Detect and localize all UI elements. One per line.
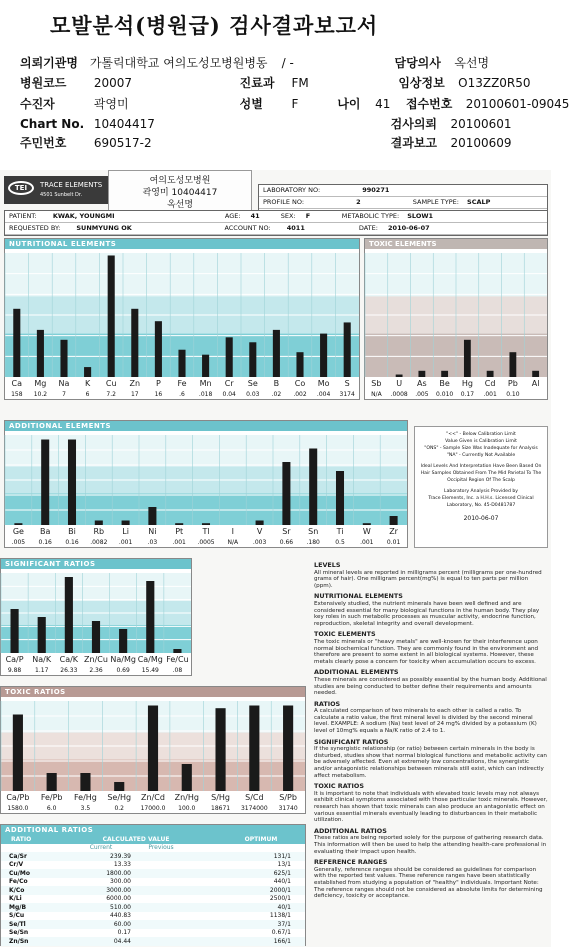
bar-sn (309, 449, 317, 526)
value-receipt-no: 20100601-09045 (465, 97, 569, 111)
category-label: Ti (336, 527, 344, 536)
value-label: .0005 (197, 539, 215, 546)
nutritional-chart (5, 249, 359, 399)
ratio-value: 510.00 (110, 903, 131, 911)
category-label: Al (531, 379, 540, 388)
ratio-value: 3000.00 (106, 886, 131, 894)
ratio-name: K/Li (9, 895, 22, 903)
bar-zn (131, 309, 138, 377)
patient-name: KWAK, YOUNGMI (52, 212, 115, 220)
value-label: 18671 (211, 805, 231, 812)
label-patient: 수진자 (20, 97, 55, 111)
value-label: 0.17 (460, 391, 475, 398)
report-date: 2010-06-07 (388, 224, 430, 232)
label-sex: 성별 (239, 97, 263, 111)
report-title: 모발분석(병원급) 검사결과보고서 (50, 13, 379, 38)
lab-number: 990271 (362, 186, 390, 194)
explanation-heading: TOXIC ELEMENTS (314, 630, 376, 639)
bar-mn (202, 355, 209, 377)
bar-ti (336, 471, 344, 525)
bar-al (532, 371, 539, 377)
ratio-value: 239.39 (110, 852, 131, 860)
profile-number: 2 (356, 198, 361, 206)
category-label: V (256, 527, 263, 536)
bar-zn-hg (182, 764, 192, 791)
value-label: 0.66 (279, 539, 294, 546)
ratio-value: 0.17 (117, 929, 131, 937)
category-label: Fe/Cu (166, 655, 189, 664)
value-label: 1.17 (35, 667, 49, 674)
value-label: 15.49 (141, 667, 159, 674)
value-resident-no: 690517-2 (93, 136, 152, 150)
value-label: .002 (293, 391, 307, 398)
add-ratio-row (1, 920, 305, 929)
explanation-heading: TOXIC RATIOS (314, 782, 364, 791)
value-label: 0.01 (386, 539, 401, 546)
explanation-heading: ADDITIONAL ELEMENTS (314, 668, 399, 677)
value-label: .003 (252, 539, 267, 546)
ratio-name: S/Cu (9, 912, 25, 920)
bar-s-hg (215, 708, 225, 791)
bar-se-hg (114, 782, 124, 791)
header-row-4 (20, 115, 512, 132)
bar-ca-pb (13, 715, 23, 792)
bar-ca-mg (146, 581, 154, 653)
value-label: 31740 (278, 805, 298, 812)
significant-ratios-panel (0, 558, 192, 676)
add-ratio-row (1, 869, 305, 878)
explanation-body: These minerals are considered as possibly essential by the human body. Additional studies are being conducted to better define their requirements and amounts needed. (314, 676, 547, 697)
value-label: .0082 (90, 539, 108, 546)
category-label: Na (58, 379, 70, 388)
category-label: Hg (461, 379, 473, 388)
stamp-line-2: 곽영미 10404417 (142, 188, 218, 198)
explanation-heading: RATIOS (314, 699, 341, 708)
significant-ratios-title: SIGNIFICANT RATIOS (1, 559, 191, 569)
bar-pb (509, 352, 516, 377)
label-department: 진료과 (239, 76, 275, 90)
category-label: Rb (93, 527, 105, 536)
value-label: 0.03 (246, 391, 260, 398)
lab-name: TRACE ELEMENTS (40, 181, 103, 189)
explanation-heading: NUTRITIONAL ELEMENTS (314, 592, 403, 601)
bar-na-mg (119, 629, 127, 653)
ratio-name: Zn/Sn (9, 937, 29, 945)
toxic-ratios-chart (1, 697, 305, 813)
category-label: Ca/K (59, 655, 79, 664)
ratio-value: 13.33 (113, 861, 131, 869)
bar-fe-hg (80, 773, 90, 791)
stamp-line-3: 옥선명 (166, 200, 194, 210)
category-label: Mg (34, 379, 47, 388)
add-ratios-header: RATIO CALCULATED VALUE OPTIMUM (1, 835, 305, 844)
value-doctor: 옥선명 (454, 56, 490, 70)
bar-be (441, 371, 448, 377)
value-label: 3174000 (240, 805, 268, 812)
value-label: .08 (172, 667, 183, 674)
additional-panel (4, 420, 408, 548)
ratio-optimum: 1138/1 (269, 912, 291, 920)
bar-li (122, 521, 130, 526)
bar-zn-cd (148, 706, 158, 792)
value-request-date: 20100601 (450, 117, 512, 131)
explanation-body: It is important to note that individuals with elevated toxic levels may not always exhibit clinical symptoms associated with those particular toxic minerals. However, research has shown that toxic minerals can also produce an antagonistic effect on various essential minerals eventually leading to disturbances in their metabolic utilization. (314, 790, 548, 824)
category-label: Mn (199, 379, 212, 388)
value-label: 100.0 (178, 805, 196, 812)
lab-address: 4501 Sunbelt Dr. (40, 192, 83, 198)
value-label: .001 (360, 539, 374, 546)
explanation-body: If the synergistic relationship (or ratio) between certain minerals in the body is disturbed, studies show that normal biological functions and metabolic activity can be adversely affected. Even at extremely low concentrations, the synergistic and/or antagonistic relationships between minerals still exist, which can indirectly affect metabolism. (314, 746, 547, 779)
label-clinical-info: 임상정보 (398, 76, 445, 90)
ratio-value: 300.00 (110, 878, 131, 886)
nutritional-panel (4, 238, 360, 400)
value-label: 26.33 (60, 667, 78, 674)
bar-as (418, 371, 425, 377)
additional-chart (5, 431, 407, 547)
value-label: .001 (172, 539, 186, 546)
add-ratio-row (1, 861, 305, 870)
bar-na (60, 340, 67, 377)
value-label: 158 (11, 391, 23, 398)
value-label: 0.04 (222, 391, 236, 398)
value-label: N/A (371, 391, 382, 398)
category-label: Cd (484, 379, 496, 388)
toxic-ratios-title: TOXIC RATIOS (1, 687, 305, 697)
bar-p (155, 321, 162, 377)
category-label: Zn (129, 379, 141, 388)
ratio-name: Mg/B (9, 903, 27, 911)
ratio-name: K/Co (9, 886, 25, 894)
value-label: 6.0 (46, 805, 57, 812)
category-label: Ba (40, 527, 51, 536)
explanation-text (314, 558, 548, 946)
label-result-date: 결과보고 (390, 136, 438, 150)
category-label: As (417, 379, 427, 388)
value-label: 0.69 (116, 667, 130, 674)
bar-ca-k (65, 577, 73, 653)
category-label: Fe/Pb (40, 793, 63, 802)
explanation-heading: REFERENCE RANGES (314, 858, 388, 867)
value-label: 1580.0 (7, 805, 29, 812)
add-ratio-row (1, 937, 305, 946)
value-result-date: 20100609 (450, 136, 512, 150)
lab-logo-icon: TEI (8, 181, 34, 195)
ratio-optimum: 2500/1 (269, 895, 291, 903)
patient-age: 41 (250, 212, 260, 220)
explanation-heading: ADDITIONAL RATIOS (314, 826, 387, 835)
value-institution: 가톨릭대학교 여의도성모병원병동 (89, 56, 268, 70)
category-label: Bi (68, 527, 76, 536)
value-label: .005 (415, 391, 429, 398)
bar-s (344, 322, 351, 377)
value-label: 3174 (339, 391, 355, 398)
lab-info-box: LABORATORY NO: 990271 PROFILE NO: 2 SAMPLE TYPE: SCALP (258, 184, 548, 220)
bar-ba (41, 440, 49, 526)
header-row-1 (20, 54, 489, 71)
ratio-optimum: 440/1 (273, 878, 291, 886)
ratio-name: Cr/V (9, 861, 24, 869)
category-label: S/Hg (211, 793, 230, 802)
additional-ratios-title: ADDITIONAL RATIOS (1, 825, 305, 835)
category-label: Fe/Hg (74, 793, 97, 802)
ratio-optimum: 13/1 (277, 861, 291, 869)
value-label: 10.2 (33, 391, 48, 398)
significant-ratios-chart (1, 569, 191, 675)
value-label: 0.10 (506, 391, 520, 398)
value-label: 6 (85, 391, 90, 398)
ratio-optimum: 37/1 (277, 920, 291, 928)
bar-ge (14, 523, 22, 525)
explanation-body: Generally, reference ranges should be considered as guidelines for comparison with the reported test values. These reference ranges have been statistically established from studying a population of "healthy" individuals. Important Note: The reference ranges should not be considered as absolute limits for determining deficiency, toxicity or acceptance. (314, 866, 543, 900)
value-label: 0.010 (436, 391, 454, 398)
bar-cu (108, 255, 115, 377)
category-label: Ge (12, 527, 24, 536)
bar-na-k (38, 617, 46, 653)
ratio-value: 60.00 (113, 920, 131, 928)
additional-title: ADDITIONAL ELEMENTS (5, 421, 407, 431)
value-label: 9.88 (7, 667, 22, 674)
ratio-optimum: 166/1 (273, 937, 291, 945)
value-label: 17 (130, 391, 139, 398)
label-chart-no: Chart No. (20, 117, 85, 131)
value-ward: / - (281, 56, 294, 70)
legend-date: 2010-06-07 (463, 515, 499, 522)
category-label: S (344, 379, 350, 388)
additional-ratios-panel (0, 824, 306, 946)
header-row-5 (20, 134, 512, 151)
nutritional-title: NUTRITIONAL ELEMENTS (5, 239, 359, 249)
ratio-value: 440.83 (110, 912, 131, 920)
ratio-optimum: 625/1 (273, 869, 291, 877)
bar-sr (282, 462, 290, 525)
add-ratio-row (1, 895, 305, 904)
bar-v (256, 521, 264, 526)
bar-s-cd (249, 706, 259, 792)
explanation-body: A calculated comparison of two minerals to each other is called a ratio. To calculate a ratio value, the first mineral level is divided by the second mineral level. EXAMPLE: A sodium (Na) test level of 24 mg% divided by a potassium (K) level of 10mg% equals a Na/K ratio of 2.4 to 1. (314, 708, 537, 735)
value-label: .018 (198, 391, 213, 398)
value-label: 0.5 (335, 539, 345, 546)
value-patient: 곽영미 (93, 97, 129, 111)
category-label: Fe (177, 379, 187, 388)
category-label: Ca/Mg (137, 655, 163, 664)
value-label: .180 (306, 539, 320, 546)
bar-fe (178, 350, 185, 377)
scanned-report (0, 170, 551, 947)
value-label: 16 (154, 391, 163, 398)
category-label: W (362, 527, 371, 536)
ratio-name: Fe/Co (9, 878, 28, 886)
value-clinical-info: O13ZZ0R50 (458, 76, 531, 90)
label-institution: 의뢰기관명 (20, 56, 78, 70)
category-label: Pt (175, 527, 184, 536)
value-label: .6 (179, 391, 185, 398)
value-department: FM (291, 76, 309, 90)
category-label: Cr (224, 379, 234, 388)
explanation-heading: LEVELS (314, 561, 341, 569)
bar-w (363, 523, 371, 525)
explanation-heading: SIGNIFICANT RATIOS (314, 737, 389, 746)
ratio-optimum: 2000/1 (269, 886, 291, 894)
bar-zn-cu (92, 621, 100, 653)
category-label: B (273, 379, 280, 388)
bar-hg (464, 340, 471, 377)
category-label: Zr (389, 527, 398, 536)
category-label: K (84, 379, 91, 388)
category-label: Pb (507, 379, 518, 388)
bar-zr (390, 516, 398, 525)
bar-fe-cu (173, 649, 181, 653)
bar-cr (226, 337, 233, 377)
category-label: Mo (317, 379, 330, 388)
bar-tl (202, 523, 210, 525)
ratio-optimum: 0.67/1 (271, 929, 291, 937)
category-label: Sr (282, 527, 291, 536)
category-label: Zn/Cd (141, 793, 165, 802)
add-ratio-row (1, 903, 305, 912)
value-label: .0008 (390, 391, 408, 398)
header-row-3 (20, 95, 569, 112)
patient-sex: F (305, 212, 311, 220)
add-ratios-subheader: Current Previous (89, 844, 174, 852)
category-label: Cu (105, 379, 117, 388)
category-label: Ca/Pb (6, 793, 30, 802)
ratio-value: 04.44 (113, 937, 131, 945)
ratio-name: Se/Sn (9, 929, 29, 937)
category-label: Ni (148, 527, 157, 536)
category-label: Se/Hg (107, 793, 132, 802)
category-label: U (396, 379, 403, 388)
label-request-date: 검사의뢰 (390, 117, 438, 131)
category-label: S/Cd (245, 793, 264, 802)
value-label: .001 (483, 391, 497, 398)
value-label: .001 (118, 539, 133, 546)
value-label: N/A (227, 539, 239, 546)
value-label: .005 (11, 539, 26, 546)
category-label: Sb (371, 379, 382, 388)
category-label: Sn (308, 527, 319, 536)
value-label: 7.2 (106, 391, 116, 398)
ratio-optimum: 131/1 (273, 852, 291, 860)
value-age: 41 (375, 97, 391, 111)
value-label: 7 (62, 391, 66, 398)
add-ratio-row (1, 852, 305, 861)
value-label: 0.2 (114, 805, 124, 812)
sample-type: SCALP (467, 198, 491, 206)
legend-box: "<<" - Below Calibration Limit Value Given is Calibration Limit "ONS" - Sample Size Was Inadequate for Analysis "NA" - Currently Not Available Ideal Levels And Interpretation Have Been Based On Hair Samples Obtained From The Mid Parietal To The Occipital Region Of The Scalp Laboratory Analysis Provided by Trace Elements, Inc. a H.H.s. Licensed Clinical Laboratory, No. 45-D0481787 2010-06-07 (414, 426, 548, 548)
category-label: P (155, 379, 161, 388)
bar-cd (487, 371, 494, 377)
explanation-body: Extensively studied, the nutrient minerals have been well defined and are considered essential for many biological functions in the human body. They play key roles in such metabolic processes as muscular activity, endocrine function, reproduction, skeletal integrity and overall development. (314, 600, 540, 627)
category-label: Na/Mg (110, 655, 136, 664)
account-number: 4011 (286, 224, 305, 232)
bar-ca-p (11, 609, 19, 653)
explanation-body: The toxic minerals or "heavy metals" are well-known for their interference upon normal biochemical function. They are commonly found in the environment and therefore are present to some extent in all biological systems. However, these metals clearly pose a concern for toxicity when accumulation occurs to excess. (314, 638, 539, 665)
category-label: Na/K (32, 655, 52, 664)
category-label: Be (439, 379, 450, 388)
toxic-panel (364, 238, 548, 400)
category-label: I (231, 527, 234, 536)
ratio-value: 1800.00 (106, 869, 131, 877)
metabolic-type: SLOW1 (407, 212, 434, 220)
header-row-2 (20, 74, 531, 91)
add-ratio-row (1, 878, 305, 887)
toxic-ratios-panel (0, 686, 306, 814)
ratio-value: 6000.00 (106, 895, 131, 903)
value-label: 3.5 (80, 805, 91, 812)
label-doctor: 담당의사 (394, 56, 441, 70)
category-label: Co (294, 379, 306, 388)
bar-ni (148, 507, 156, 525)
bar-u (396, 375, 403, 377)
bar-k (84, 367, 91, 377)
bar-s-pb (283, 706, 293, 792)
value-label: .03 (147, 539, 158, 546)
value-chart-no: 10404417 (93, 117, 155, 131)
category-label: Zn/Hg (174, 793, 199, 802)
add-ratio-row (1, 912, 305, 921)
category-label: Se (247, 379, 258, 388)
bar-ca (13, 309, 20, 377)
bar-se (249, 342, 256, 377)
label-hospital-code: 병원코드 (20, 76, 67, 90)
category-label: Ca/P (5, 655, 24, 664)
label-receipt-no: 접수번호 (405, 97, 453, 111)
add-ratio-row (1, 929, 305, 938)
explanation-body: These ratios are being reported solely for the purpose of gathering research data. This information will then be used to help the attending health-care professional in evaluating their impact upon health. (314, 835, 547, 855)
value-label: 0.16 (38, 539, 52, 546)
ratio-optimum: 40/1 (277, 903, 291, 911)
ratio-name: Cu/Mo (9, 869, 30, 877)
label-age: 나이 (337, 97, 361, 111)
value-label: .02 (271, 391, 282, 398)
add-ratio-row (1, 886, 305, 895)
category-label: S/Pb (279, 793, 297, 802)
bar-b (273, 330, 280, 377)
ratio-name: Se/Tl (9, 920, 26, 928)
bar-mo (320, 334, 327, 377)
bar-bi (68, 440, 76, 526)
value-label: 0.16 (65, 539, 79, 546)
category-label: Li (122, 527, 129, 536)
bar-mg (37, 330, 44, 377)
label-resident-no: 주민번호 (20, 136, 67, 150)
explanation-body: All mineral levels are reported in milligrams percent (milligrams per one-hundred grams of hair). One milligram percent(mg%) is equal to ten parts per million (ppm). (314, 569, 542, 589)
bar-pt (175, 523, 183, 525)
value-label: .004 (316, 391, 331, 398)
category-label: Tl (202, 527, 210, 536)
patient-info-box: PATIENT: KWAK, YOUNGMI AGE: 41 SEX: F METABOLIC TYPE: SLOW1 REQUESTED BY: SUNMYUNG OK ACCOUNT NO: 4011 DATE: 2010-06-07 (4, 210, 548, 236)
value-hospital-code: 20007 (93, 76, 133, 90)
stamp-line-1: 여의도성모병원 (149, 176, 211, 186)
bar-co (296, 352, 303, 377)
ratio-name: Ca/Sr (9, 852, 27, 860)
category-label: Ca (11, 379, 23, 388)
requested-by: SUNMYUNG OK (76, 224, 132, 232)
toxic-title: TOXIC ELEMENTS (365, 239, 547, 249)
toxic-chart (365, 249, 547, 399)
value-label: 17000.0 (140, 805, 166, 812)
bar-fe-pb (47, 773, 57, 791)
bar-rb (95, 521, 103, 526)
category-label: Zn/Cu (84, 655, 108, 664)
value-label: 2.36 (89, 667, 103, 674)
value-sex: F (291, 97, 299, 111)
